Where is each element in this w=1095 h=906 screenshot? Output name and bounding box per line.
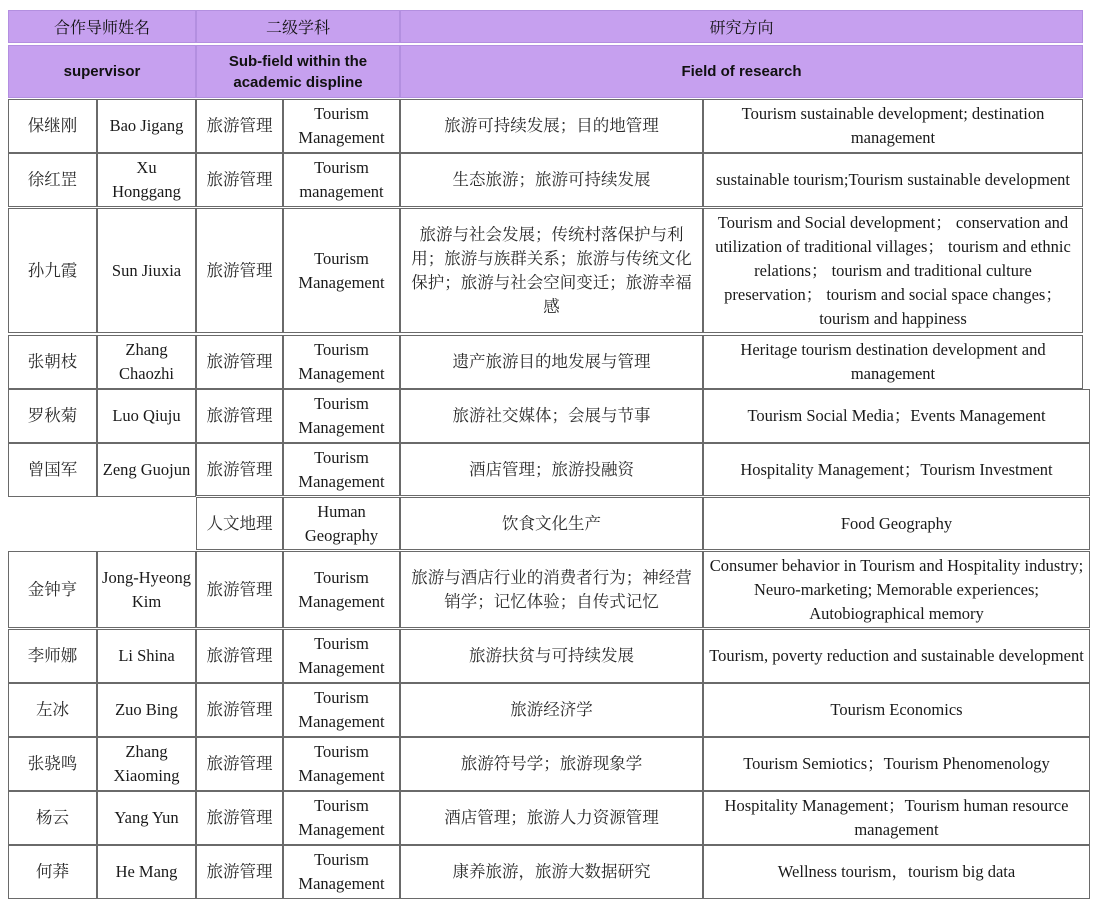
- name-cn-cell-text: 孙九霞: [27, 260, 78, 280]
- research-cn-cell: [400, 791, 703, 845]
- subfield-en-cell: [283, 208, 400, 333]
- research-en-cell-text: Consumer behavior in Tourism and Hospitality industry; Neuro-marketing; Memorable experiences; Autobiographical memory: [709, 555, 1084, 623]
- research-cn-cell-text: 酒店管理；旅游投融资: [469, 459, 634, 479]
- research-cn-cell: [400, 551, 703, 628]
- subfield-cn-cell-text: 旅游管理: [206, 808, 273, 827]
- subfield-cn-cell-text: 旅游管理: [206, 116, 273, 135]
- research-en-cell-text: sustainable tourism;Tourism sustainable development: [716, 170, 1070, 189]
- subfield-cn-cell: [196, 497, 283, 550]
- research-en-cell: [703, 99, 1083, 153]
- header-supervisor-cn: [8, 10, 196, 43]
- research-cn-cell: [400, 208, 703, 333]
- research-cn-cell: [400, 737, 703, 791]
- research-cn-cell: [400, 845, 703, 899]
- research-en-cell: [703, 737, 1090, 791]
- name-en-cell-text: Zeng Guojun: [102, 460, 191, 479]
- research-en-cell-text: Tourism Social Media；Events Management: [747, 406, 1046, 425]
- subfield-en-cell-text: Tourism Management: [298, 340, 385, 383]
- header-research-en: [400, 45, 1083, 98]
- research-en-cell-text: Tourism and Social development； conservation and utilization of traditional villages； tourism and ethnic relations； tourism and traditional culture preservation； tourism and social space changes；tourism and happiness: [715, 212, 1071, 328]
- subfield-cn-cell: [196, 791, 283, 845]
- research-en-cell: [703, 551, 1090, 628]
- research-en-cell: [703, 153, 1083, 207]
- subfield-cn-cell-text: 旅游管理: [206, 170, 273, 189]
- subfield-en-cell: [283, 791, 400, 845]
- subfield-cn-cell-text: 旅游管理: [206, 646, 273, 665]
- subfield-cn-cell-text: 人文地理: [206, 513, 273, 533]
- name-cn-cell: [8, 629, 97, 683]
- subfield-cn-cell: [196, 737, 283, 791]
- subfield-cn-cell-text: 旅游管理: [206, 352, 273, 371]
- name-cn-cell: [8, 389, 97, 443]
- name-en-cell-text: Bao Jigang: [109, 116, 184, 135]
- subfield-cn-cell-text: 旅游管理: [206, 862, 273, 881]
- subfield-cn-cell: [196, 629, 283, 683]
- research-cn-cell-text: 旅游符号学；旅游现象学: [460, 754, 643, 773]
- name-en-cell-text: Xu Honggang: [112, 158, 181, 201]
- research-cn-cell-text: 旅游与社会发展；传统村落保护与利用；旅游与族群关系；旅游与传统文化保护；旅游与社会空间变迁；旅游幸福感: [411, 224, 692, 316]
- research-cn-cell: [400, 99, 703, 153]
- research-en-cell-text: Heritage tourism destination development and management: [740, 340, 1046, 383]
- research-cn-cell-text: 遗产旅游目的地发展与管理: [452, 352, 651, 371]
- header-subfield-cn-text: 二级学科: [265, 18, 330, 37]
- research-en-cell-text: Tourism sustainable development; destination management: [741, 104, 1045, 147]
- research-cn-cell: [400, 497, 703, 550]
- subfield-cn-cell: [196, 845, 283, 899]
- header-research-en-text: Field of research: [681, 63, 802, 80]
- name-cn-cell-text: 左冰: [36, 700, 69, 719]
- subfield-en-cell-text: Tourism Management: [298, 104, 385, 147]
- name-cn-cell: [8, 99, 97, 153]
- header-research-cn: [400, 10, 1083, 43]
- subfield-en-cell: [283, 389, 400, 443]
- research-cn-cell-text: 饮食文化生产: [502, 513, 601, 533]
- name-cn-cell: [8, 443, 97, 497]
- header-subfield-cn: [196, 10, 400, 43]
- research-en-cell-text: Tourism, poverty reduction and sustainable development: [709, 646, 1084, 665]
- name-cn-cell: [8, 208, 97, 333]
- header-subfield-en-text: Sub-field within the academic displine: [228, 52, 368, 91]
- subfield-en-cell: [283, 99, 400, 153]
- name-en-cell: [97, 208, 196, 333]
- research-cn-cell: [400, 629, 703, 683]
- subfield-cn-cell-text: 旅游管理: [206, 754, 273, 773]
- subfield-en-cell-text: Tourism Management: [298, 248, 385, 292]
- research-cn-cell: [400, 335, 703, 389]
- name-cn-cell-text: 杨云: [36, 808, 69, 827]
- subfield-cn-cell-text: 旅游管理: [206, 579, 273, 599]
- research-en-cell: [703, 389, 1090, 443]
- research-cn-cell-text: 旅游可持续发展；目的地管理: [444, 116, 659, 135]
- subfield-en-cell-text: Tourism Management: [298, 742, 385, 785]
- research-cn-cell-text: 旅游社交媒体；会展与节事: [452, 406, 651, 425]
- subfield-cn-cell: [196, 153, 283, 207]
- subfield-en-cell: [283, 335, 400, 389]
- subfield-en-cell-text: Human Geography: [304, 501, 379, 545]
- name-en-cell-text: Yang Yun: [114, 808, 179, 827]
- subfield-en-cell-text: Tourism Management: [298, 567, 385, 611]
- name-cn-cell-text: 保继刚: [27, 116, 78, 135]
- subfield-en-cell-text: Tourism Management: [298, 688, 385, 731]
- research-en-cell: [703, 208, 1083, 333]
- name-en-cell-text: Luo Qiuju: [112, 406, 181, 425]
- name-cn-cell-text: 何莽: [36, 862, 69, 881]
- subfield-cn-cell: [196, 683, 283, 737]
- subfield-cn-cell: [196, 208, 283, 333]
- research-en-cell: [703, 335, 1083, 389]
- name-en-cell: [97, 335, 196, 389]
- name-en-cell-text: Sun Jiuxia: [111, 260, 182, 280]
- name-cn-cell-text: 徐红罡: [27, 170, 78, 189]
- subfield-en-cell: [283, 845, 400, 899]
- subfield-en-cell-text: Tourism Management: [298, 394, 385, 437]
- name-en-cell: [97, 845, 196, 899]
- research-cn-cell: [400, 683, 703, 737]
- research-en-cell-text: Food Geography: [840, 513, 953, 533]
- header-subfield-en: [196, 45, 400, 98]
- research-en-cell-text: Wellness tourism，tourism big data: [777, 862, 1016, 881]
- name-en-cell: [97, 99, 196, 153]
- research-en-cell: [703, 791, 1090, 845]
- research-cn-cell-text: 生态旅游；旅游可持续发展: [452, 170, 651, 189]
- header-supervisor-en-text: supervisor: [63, 63, 141, 80]
- research-cn-cell-text: 旅游扶贫与可持续发展: [469, 646, 634, 665]
- research-en-cell: [703, 497, 1090, 550]
- name-cn-cell-text: 李师娜: [27, 646, 78, 665]
- name-cn-cell: [8, 791, 97, 845]
- header-research-cn-text: 研究方向: [709, 18, 774, 37]
- research-cn-cell-text: 旅游经济学: [510, 700, 593, 719]
- subfield-en-cell-text: Tourism management: [299, 158, 384, 201]
- header-supervisor-cn-text: 合作导师姓名: [53, 18, 150, 37]
- name-cn-cell: [8, 845, 97, 899]
- name-cn-cell: [8, 737, 97, 791]
- research-cn-cell: [400, 389, 703, 443]
- subfield-cn-cell-text: 旅游管理: [206, 459, 273, 479]
- name-en-cell: [97, 683, 196, 737]
- subfield-en-cell-text: Tourism Management: [298, 447, 385, 491]
- header-supervisor-en: [8, 45, 196, 98]
- subfield-en-cell: [283, 737, 400, 791]
- subfield-cn-cell-text: 旅游管理: [206, 700, 273, 719]
- subfield-cn-cell-text: 旅游管理: [206, 260, 273, 280]
- name-cn-cell: [8, 335, 97, 389]
- subfield-en-cell-text: Tourism Management: [298, 850, 385, 893]
- name-en-cell-text: He Mang: [115, 862, 178, 881]
- research-en-cell-text: Hospitality Management；Tourism human resource management: [724, 796, 1069, 839]
- name-en-cell-text: Zhang Chaozhi: [119, 340, 174, 383]
- research-en-cell-text: Tourism Semiotics；Tourism Phenomenology: [743, 754, 1050, 773]
- subfield-cn-cell: [196, 389, 283, 443]
- subfield-en-cell: [283, 629, 400, 683]
- subfield-en-cell-text: Tourism Management: [298, 634, 385, 677]
- research-cn-cell-text: 酒店管理；旅游人力资源管理: [444, 808, 659, 827]
- subfield-cn-cell: [196, 443, 283, 496]
- name-en-cell-text: Li Shina: [118, 646, 175, 665]
- name-en-cell-text: Zuo Bing: [115, 700, 178, 719]
- research-cn-cell-text: 康养旅游，旅游大数据研究: [452, 862, 651, 881]
- research-en-cell: [703, 845, 1090, 899]
- subfield-en-cell-text: Tourism Management: [298, 796, 385, 839]
- name-en-cell: [97, 737, 196, 791]
- name-cn-cell: [8, 153, 97, 207]
- name-cn-cell-text: 金钟亨: [27, 579, 78, 599]
- subfield-en-cell: [283, 443, 400, 496]
- subfield-en-cell: [283, 683, 400, 737]
- name-cn-cell-text: 罗秋菊: [27, 406, 78, 425]
- subfield-en-cell: [283, 497, 400, 550]
- research-en-cell-text: Tourism Economics: [830, 700, 963, 719]
- name-en-cell-text: Jong-Hyeong Kim: [102, 567, 191, 611]
- name-cn-cell-text: 张朝枝: [27, 352, 78, 371]
- name-en-cell: [97, 153, 196, 207]
- research-cn-cell: [400, 443, 703, 496]
- name-en-cell: [97, 389, 196, 443]
- name-cn-cell: [8, 551, 97, 628]
- name-en-cell: [97, 791, 196, 845]
- research-en-cell-text: Hospitality Management；Tourism Investment: [740, 459, 1053, 479]
- research-en-cell: [703, 683, 1090, 737]
- name-en-cell-text: Zhang Xiaoming: [113, 742, 180, 785]
- research-cn-cell-text: 旅游与酒店行业的消费者行为；神经营销学；记忆体验；自传式记忆: [411, 567, 692, 611]
- research-en-cell: [703, 443, 1090, 496]
- name-cn-cell-text: 曾国军: [27, 460, 78, 479]
- subfield-cn-cell: [196, 335, 283, 389]
- name-en-cell: [97, 443, 196, 497]
- subfield-en-cell: [283, 551, 400, 628]
- research-en-cell: [703, 629, 1090, 683]
- research-cn-cell: [400, 153, 703, 207]
- subfield-cn-cell: [196, 99, 283, 153]
- name-cn-cell: [8, 683, 97, 737]
- subfield-cn-cell-text: 旅游管理: [206, 406, 273, 425]
- name-en-cell: [97, 551, 196, 628]
- name-cn-cell-text: 张骁鸣: [27, 754, 78, 773]
- name-en-cell: [97, 629, 196, 683]
- subfield-en-cell: [283, 153, 400, 207]
- subfield-cn-cell: [196, 551, 283, 628]
